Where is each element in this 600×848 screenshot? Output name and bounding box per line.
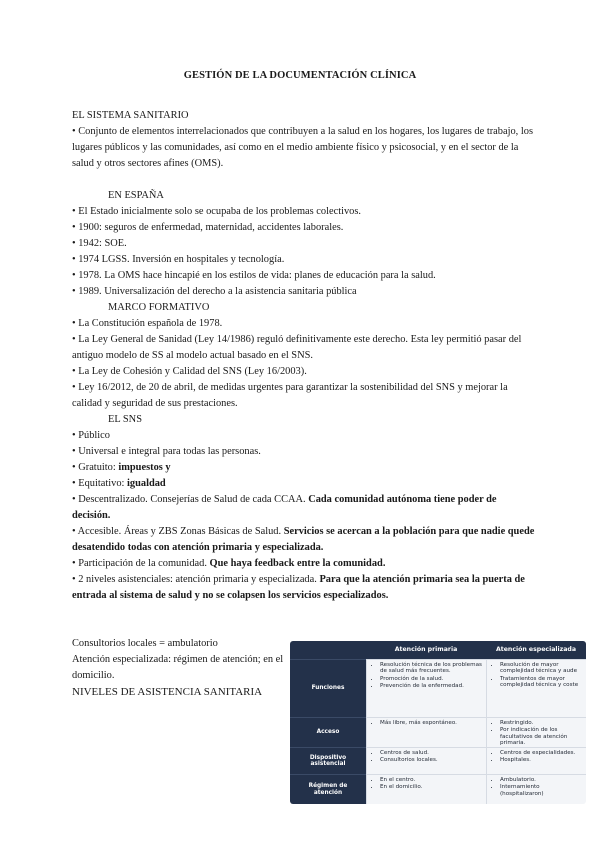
table-cell	[486, 747, 586, 774]
list-item: • 1989. Universalización del derecho a la asistencia sanitaria pública	[72, 286, 357, 297]
table-cell	[366, 747, 486, 774]
section-heading-niveles: NIVELES DE ASISTENCIA SANITARIA	[72, 686, 263, 698]
list-item	[72, 460, 537, 476]
table-cell	[366, 717, 486, 747]
table-cell	[366, 659, 486, 717]
list-item	[72, 556, 537, 572]
list-item: • Universal e integral para todas las personas.	[72, 446, 261, 457]
row-header-funciones: Funciones	[290, 659, 366, 717]
list-item: • La Ley General de Sanidad (Ley 14/1986) reguló definitivamente este derecho. Esta ley permitió pasar del antiguo modelo de SS al modelo actual basado en el SNS.	[72, 334, 522, 361]
item-text: • Accesible. Áreas y ZBS Zonas Básicas de Salud.	[72, 526, 284, 537]
row-header-dispositivo: Dispositivo asistencial	[290, 747, 366, 774]
section-heading-marco: MARCO FORMATIVO	[108, 302, 210, 313]
table-cell-item: • Promoción de la salud.	[380, 676, 482, 682]
row-header-acceso: Acceso	[290, 717, 366, 747]
item-emphasis: Que haya feedback entre la comunidad.	[209, 558, 386, 569]
list-item: • 1942: SOE.	[72, 238, 127, 249]
page-title: GESTIÓN DE LA DOCUMENTACIÓN CLÍNICA	[183, 70, 417, 81]
list-item: • La Ley de Cohesión y Calidad del SNS (Ley 16/2003).	[72, 366, 307, 377]
table-cell	[366, 774, 486, 804]
table-cell-item: • Resolución técnica de los problemas de salud más frecuentes.	[380, 662, 482, 675]
table-cell-item: • Por indicación de los facultativos de atención primaria.	[500, 727, 582, 746]
list-item: • Público	[72, 430, 110, 441]
table-corner	[290, 641, 366, 659]
table-cell-item: • Hospitales.	[500, 757, 582, 763]
list-item	[72, 572, 537, 604]
table-cell-item: • Más libre, más espontáneo.	[380, 720, 482, 726]
list-item: • Ley 16/2012, de 20 de abril, de medidas urgentes para garantizar la sostenibilidad del SNS y mejorar la calidad y seguridad de sus prestaciones.	[72, 382, 508, 409]
table-cell-item: • Internamiento (hospitalizaron)	[500, 784, 582, 797]
note-consultorios: Consultorios locales = ambulatorio	[72, 638, 218, 649]
table-cell-item: • Tratamientos de mayor complejidad técnica y coste	[500, 676, 582, 689]
column-header-primary: Atención primaria	[366, 641, 486, 659]
table-cell-item: • Centros de especialidades.	[500, 750, 582, 756]
table-cell-item: • Centros de salud.	[380, 750, 482, 756]
section-heading-sistema: EL SISTEMA SANITARIO	[72, 110, 189, 121]
item-text: • Equitativo:	[72, 478, 128, 489]
section-heading-espana: EN ESPAÑA	[108, 190, 164, 201]
item-emphasis: impuestos y	[118, 462, 171, 473]
table-cell-item: • Ambulatorio.	[500, 777, 582, 783]
row-header-regimen: Régimen de atención	[290, 774, 366, 804]
list-item: • 1900: seguros de enfermedad, maternidad, accidentes laborales.	[72, 222, 344, 233]
document-body	[72, 108, 537, 604]
item-emphasis: Servicios se acercan a la población para que nadie quede desatendido todas con atención primaria y especializada.	[72, 526, 535, 553]
table-cell-item: • Consultorios locales.	[380, 757, 482, 763]
table-cell-item: • En el domicilio.	[380, 784, 482, 790]
item-text: • 2 niveles asistenciales: atención primaria y especializada.	[72, 574, 320, 585]
section-heading-sns: EL SNS	[108, 414, 142, 425]
item-text: • Descentralizado. Consejerías de Salud de cada CCAA.	[72, 494, 309, 505]
list-item	[72, 476, 537, 492]
table-cell	[486, 774, 586, 804]
paragraph-sistema: • Conjunto de elementos interrelacionados que contribuyen a la salud en los hogares, los lugares de trabajo, los lugares públicos y las comunidades, así como en el medio ambiente físico y psicosocial, y en el sector de la salud y otros sectores afines (OMS).	[72, 126, 533, 169]
item-emphasis: igualdad	[127, 478, 166, 489]
list-item: • La Constitución española de 1978.	[72, 318, 223, 329]
table-cell-item: • Prevención de la enfermedad.	[380, 683, 482, 689]
item-text: • Participación de la comunidad.	[72, 558, 210, 569]
table-cell	[486, 659, 586, 717]
lower-notes	[72, 636, 297, 700]
table-cell	[486, 717, 586, 747]
item-emphasis: Para que la atención primaria sea la puerta de entrada al sistema de salud y no se colapsen los servicios especializados.	[72, 574, 525, 601]
list-item: • El Estado inicialmente solo se ocupaba de los problemas colectivos.	[72, 206, 362, 217]
table-cell-item: • Resolución de mayor complejidad técnica y aude	[500, 662, 582, 675]
item-text: • Gratuito:	[72, 462, 119, 473]
list-item: • 1974 LGSS. Inversión en hospitales y tecnología.	[72, 254, 285, 265]
table-cell-item: • En el centro.	[380, 777, 482, 783]
item-emphasis: Cada comunidad autónoma tiene poder de decisión.	[72, 494, 497, 521]
list-item: • 1978. La OMS hace hincapié en los estilos de vida: planes de educación para la salud.	[72, 270, 436, 281]
table-cell-item: • Restringido.	[500, 720, 582, 726]
niveles-table	[290, 641, 586, 804]
note-especializada: Atención especializada: régimen de atención; en el domicilio.	[72, 654, 284, 681]
list-item	[72, 524, 537, 556]
column-header-specialized: Atención especializada	[486, 641, 586, 659]
list-item	[72, 492, 537, 524]
